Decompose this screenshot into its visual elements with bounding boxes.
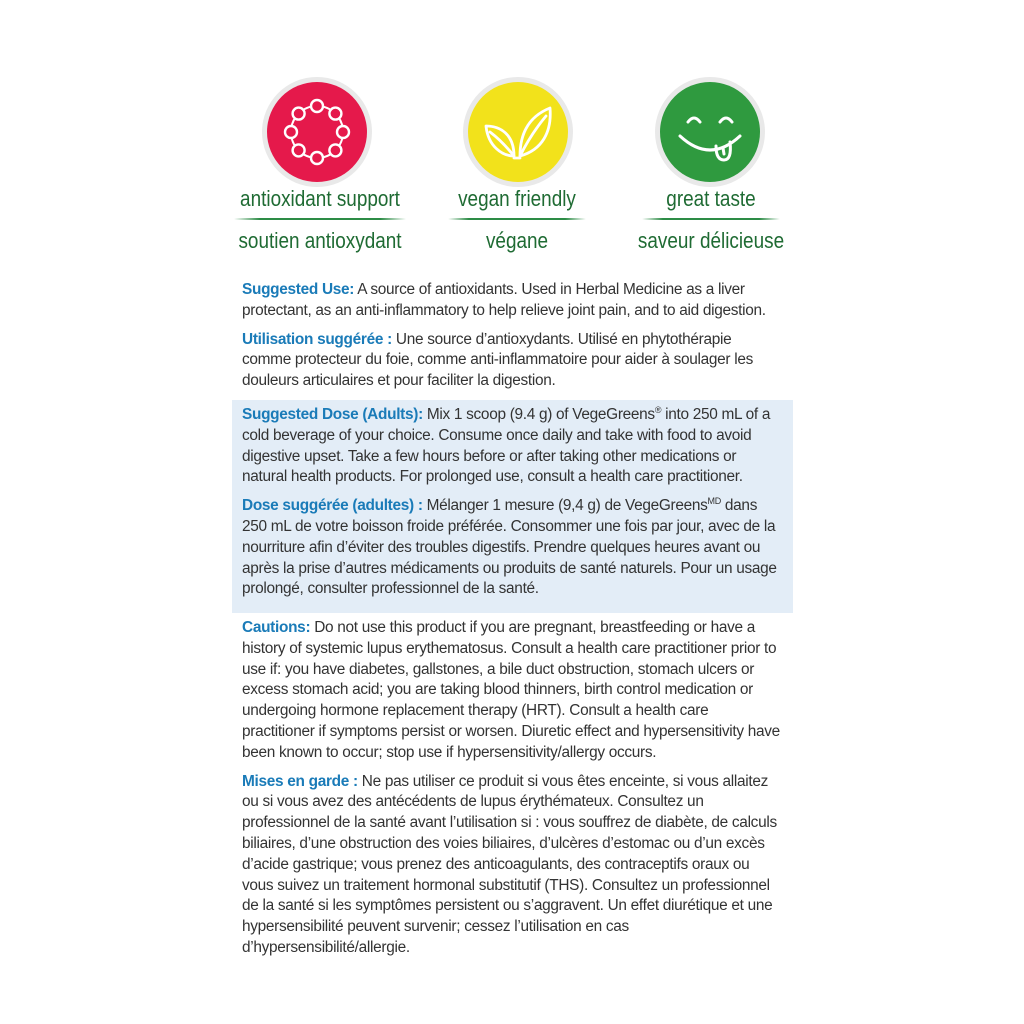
utilisation-heading: Utilisation suggérée : (242, 330, 392, 348)
mises-en-garde-text: Ne pas utiliser ce produit si vous êtes enceinte, si vous allaitez ou si vous avez des antécédents de lupus érythémateux. Consultez un professionnel de la santé avant l’utilisation si : vous souffrez de diabète, de calculs biliaires, d’une obstruction des voies biliaires, d’ulcères d’estomac ou d’un excès d’acide gastrique; vous prenez des anticoagulants, des contraceptifs oraux ou vous suivez un traitement hormonal substitutif (THS). Consultez un professionnel de la santé si les symptômes persistent ou s’aggravent. Un effet diurétique et une hypersensibilité peuvent survenir; cessez l’utilisation en cas d’hypersensibilité/allergie. (242, 772, 777, 956)
suggested-dose-heading: Suggested Dose (Adults): (242, 406, 423, 423)
dose-suggeree-text-2: dans 250 mL de votre boisson froide préférée. Consommer une fois par jour, avec de la nourriture afin d’éviter des troubles digestifs. Prendre quelques heures avant ou après la prise d’autres médicaments ou produits de santé naturels. Pour un usage prolongé, consulter professionnel de la santé. (242, 497, 777, 598)
vegan-label-fr: végane (485, 228, 549, 253)
suggested-use-section (232, 280, 793, 392)
vegan-label (427, 186, 608, 254)
md-mark: MD (707, 496, 721, 507)
suggested-use-heading: Suggested Use: (242, 281, 355, 298)
suggested-use-en (242, 280, 783, 322)
suggested-use-fr (242, 330, 783, 392)
antioxidant-label-fr: soutien antioxydant (238, 228, 402, 253)
suggested-dose-text-2: into 250 mL of a cold beverage of your choice. Consume once daily and take with food to avoid digestive upset. Take a few hours before or after taking other medications or natural health products. For prolonged use, consult a health care practitioner. (242, 406, 771, 486)
antioxidant-label-en: antioxidant support (240, 186, 400, 211)
cautions-fr (242, 772, 783, 959)
taste-label-en: great taste (666, 186, 756, 211)
cautions-text: Do not use this product if you are pregnant, breastfeeding or have a history of systemic lupus erythematosus. Consult a health care practitioner prior to use if: you have diabetes, gallstones, a bile duct obstruction, stomach ulcers or excess stomach acid; you are taking blood thinners, birth control medication or undergoing hormone replacement therapy (HRT). Consult a health care practitioner if symptoms persist or worsen. Diuretic effect and hypersensitivity have been known to occur; stop use if hypersensitivity/allergy occurs. (242, 619, 780, 761)
cautions-heading: Cautions: (242, 619, 311, 636)
dose-suggeree-heading: Dose suggérée (adultes) : (242, 497, 423, 515)
mises-en-garde-heading: Mises en garde : (242, 772, 358, 790)
suggested-dose-section (232, 400, 793, 613)
utilisation-text: Une source d’antioxydants. Utilisé en phytothérapie comme protecteur du foie, comme anti-inflammatoire pour aider à soulager les douleurs articulaires et pour faciliter la digestion. (242, 330, 753, 390)
label-divider (448, 218, 586, 220)
cautions-section (232, 618, 793, 959)
suggested-dose-fr (242, 496, 783, 600)
registered-mark: ® (654, 404, 662, 415)
antioxidant-ring-icon (261, 76, 373, 188)
smiley-tongue-icon (654, 76, 766, 188)
suggested-use-text: A source of antioxidants. Used in Herbal Medicine as a liver protectant, as an anti-inflammatory to help relieve joint pain, and to aid digestion. (242, 281, 766, 319)
taste-badge (654, 76, 766, 188)
label-divider (234, 218, 406, 220)
leaf-icon (462, 76, 574, 188)
vegan-badge (462, 76, 574, 188)
antioxidant-label (217, 186, 423, 254)
cautions-en (242, 618, 783, 764)
suggested-dose-text-1: Mix 1 scoop (9.4 g) of VegeGreens (422, 406, 655, 423)
label-divider (642, 218, 780, 220)
suggested-dose-en (242, 400, 783, 488)
vegan-label-en: vegan friendly (458, 186, 576, 211)
taste-label (621, 186, 802, 254)
antioxidant-badge (261, 76, 373, 188)
taste-label-fr: saveur délicieuse (637, 228, 785, 253)
dose-suggeree-text-1: Mélanger 1 mesure (9,4 g) de VegeGreens (422, 497, 708, 515)
